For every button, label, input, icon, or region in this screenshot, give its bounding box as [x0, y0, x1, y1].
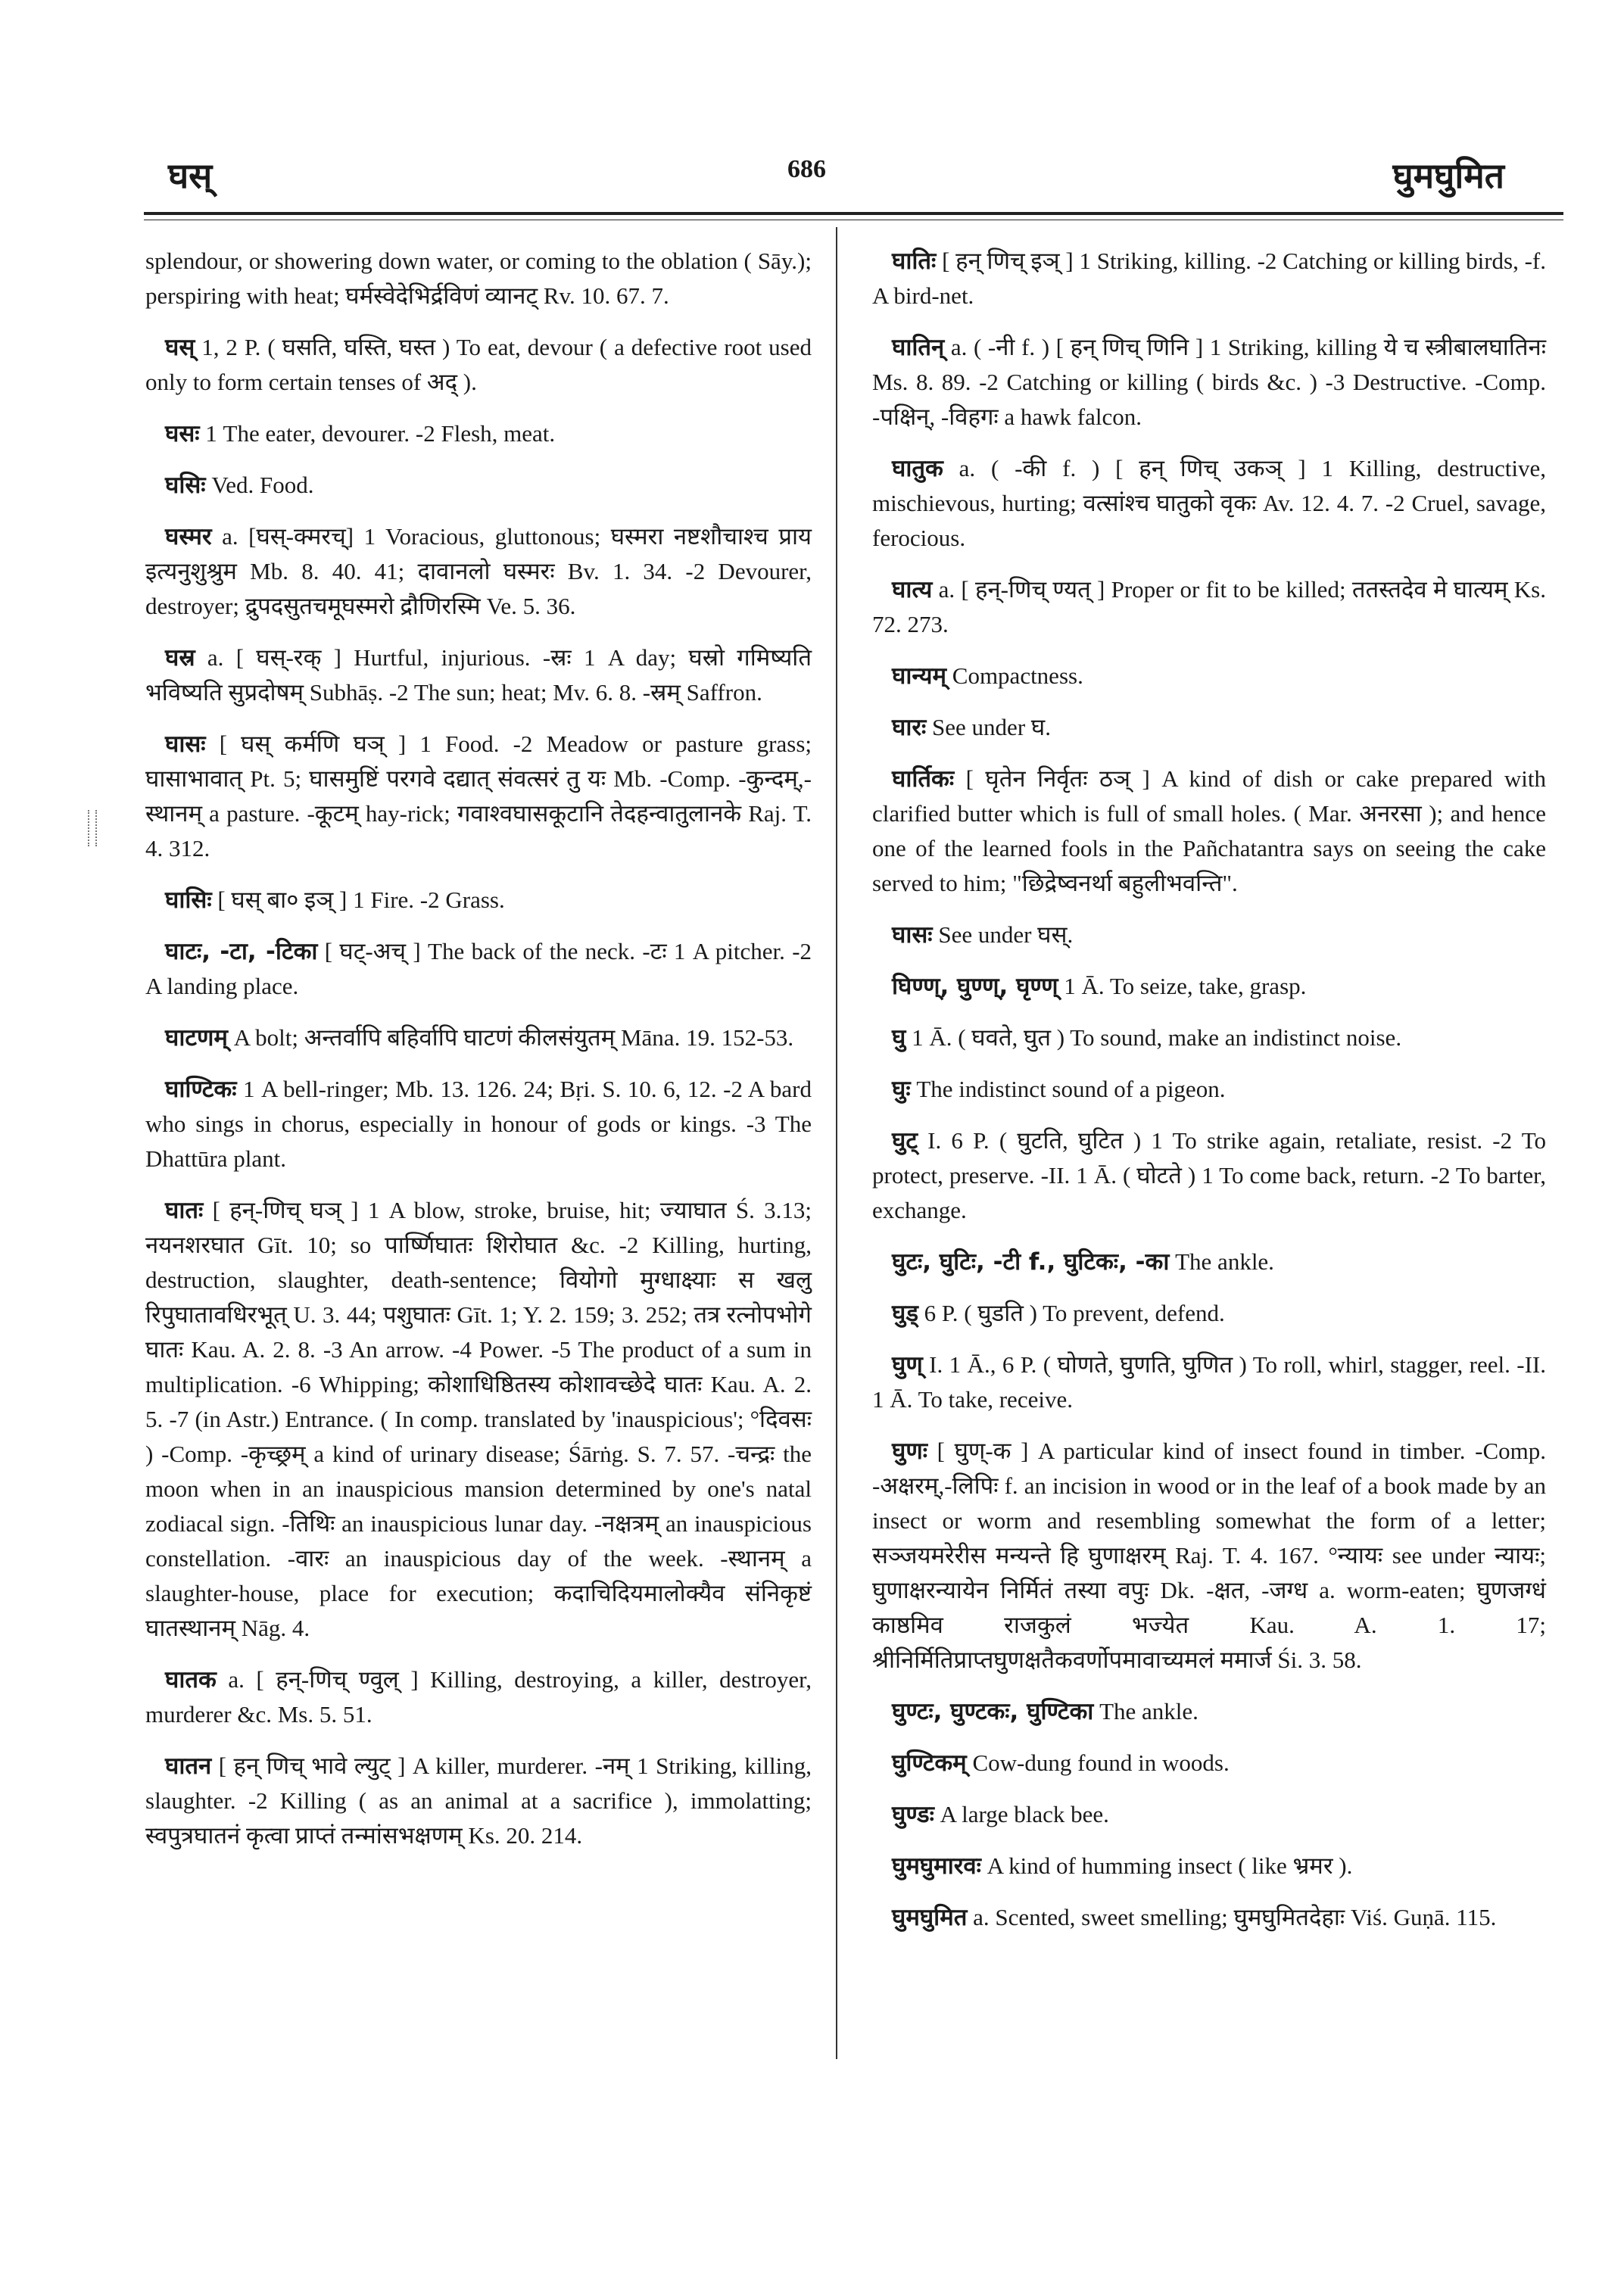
entry-definition: 6 P. ( घुडति ) To prevent, defend.	[924, 1300, 1225, 1326]
header-right-word: घुमघुमित	[1392, 155, 1504, 196]
header-left-word: घस्	[168, 155, 213, 196]
entry-headword: घातिः	[892, 248, 937, 275]
header-rule-thick	[144, 212, 1563, 215]
entry-headword: घात्य	[892, 576, 933, 603]
entry-headword: घातिन्	[892, 334, 945, 361]
entry-definition: Ved. Food.	[211, 472, 314, 498]
entry-headword: घस्	[165, 334, 195, 361]
entry-definition: The ankle.	[1099, 1698, 1199, 1724]
entry-headword: घस्मर	[165, 523, 212, 550]
entry-headword: घसिः	[165, 472, 206, 499]
dictionary-entry	[872, 1296, 1546, 1331]
entry-headword: घातुक	[892, 455, 943, 482]
dictionary-entry	[145, 1020, 812, 1055]
entry-definition: See under घ.	[932, 714, 1051, 740]
dictionary-entry	[145, 1072, 812, 1176]
entry-definition: [ हन् णिच् भावे ल्युट् ] A killer, murderer. -नम् 1 Striking, killing, slaughter. -2 Killing ( as an animal at a sacrifice ), immolatting; स्वपुत्रघातनं कृत्वा प्राप्तं तन्मांसभक्षणम् Ks. 20. 214.	[145, 1752, 812, 1849]
entry-headword: घारः	[892, 714, 927, 741]
entry-headword: घु	[892, 1024, 906, 1051]
entry-definition: [ घस् बा० इञ् ] 1 Fire. -2 Grass.	[217, 886, 505, 913]
entry-definition: Cow-dung found in woods.	[972, 1749, 1230, 1776]
entry-definition: a. Scented, sweet smelling; घुमघुमितदेहाः Viś. Guṇā. 115.	[973, 1904, 1497, 1930]
entry-definition: [ हन्-णिच् घञ् ] 1 A blow, stroke, bruise, hit; ज्याघात Ś. 3.13; नयनशरघात Gīt. 10; so पार्ष्णिघातः शिरोघात &c. -2 Killing, hurting, destruction, slaughter, death-sentence; वियोगो मुग्धाक्ष्याः स खलु रिपुघातावधिरभूत् U. 3. 44; पशुघातः Gīt. 1; Y. 2. 159; 3. 252; तत्र रत्नोपभोगे घातः Kau. A. 2. 8. -3 An arrow. -4 Power. -5 The product of a sum in multiplication. -6 Whipping; कोशाधिष्ठितस्य कोशावच्छेदे घातः Kau. A. 2. 5. -7 (in Astr.) Entrance. ( In comp. translated by 'inauspicious'; °दिवसः ) -Comp. -कृच्छ्रम् a kind of urinary disease; Śārṅg. S. 7. 57. -चन्द्रः the moon when in an inauspicious mansion determined by one's natal zodiacal sign. -तिथिः an inauspicious lunar day. -नक्षत्रम् an inauspicious constellation. -वारः an inauspicious day of the week. -स्थानम् a slaughter-house, place for execution; कदाचिदियमालोक्यैव संनिकृष्टं घातस्थानम् Nāg. 4.	[145, 1197, 812, 1641]
entry-definition: [ घस् कर्मणि घञ् ] 1 Food. -2 Meadow or pasture grass; घासाभावात् Pt. 5; घासमुष्टिं परगवे दद्यात् संवत्सरं तु यः Mb. -Comp. -कुन्दम्,-स्थानम् a pasture. -कूटम् hay-rick; गवाश्वघासकूटानि तेदहन्वातुलानके Raj. T. 4. 312.	[145, 731, 812, 861]
entry-headword: घासः	[892, 921, 933, 949]
dictionary-entry	[872, 244, 1546, 313]
column-divider	[836, 227, 837, 2059]
entry-headword: घार्तिकः	[892, 765, 955, 793]
left-column	[145, 244, 812, 1870]
entry-definition: 1, 2 P. ( घसति, घस्ति, घस्त ) To eat, devour ( a defective root used only to form certain tenses of अद् ).	[145, 334, 812, 395]
dictionary-entry	[872, 710, 1546, 745]
dictionary-entry	[872, 762, 1546, 901]
dictionary-entry	[145, 883, 812, 918]
dictionary-entry	[872, 1072, 1546, 1107]
dictionary-entry	[872, 1746, 1546, 1781]
margin-mark	[88, 810, 97, 846]
dictionary-entry	[145, 330, 812, 400]
entry-definition: A kind of humming insect ( like भ्रमर ).	[987, 1852, 1353, 1879]
entry-headword: घाण्टिकः	[165, 1076, 237, 1103]
entry-definition: a. ( -नी f. ) [ हन् णिच् णिनि ] 1 Striking, killing ये च स्त्रीबालघातिनः Ms. 8. 89. -2 Catching or killing ( birds &c. ) -3 Destructive. -Comp. -पक्षिन्, -विहगः a hawk falcon.	[872, 334, 1547, 430]
dictionary-entry	[145, 727, 812, 866]
entry-headword: घाटः, -टा, -टिका	[165, 938, 318, 965]
entry-headword: घुट्	[892, 1127, 918, 1154]
entry-headword: घस्र	[165, 644, 195, 671]
entry-headword: घुः	[892, 1076, 911, 1103]
dictionary-entry	[872, 1020, 1546, 1055]
entry-definition: The ankle.	[1175, 1248, 1274, 1275]
entry-headword: घाटणम्	[165, 1024, 228, 1051]
entry-definition: See under घस्.	[938, 921, 1074, 948]
dictionary-entry	[872, 1434, 1546, 1678]
entry-definition: 1 The eater, devourer. -2 Flesh, meat.	[205, 420, 556, 447]
dictionary-entry	[872, 1900, 1546, 1935]
dictionary-entry	[872, 969, 1546, 1004]
dictionary-entry	[145, 934, 812, 1004]
right-column	[872, 244, 1546, 1952]
entry-headword: घातक	[165, 1666, 217, 1693]
entry-headword: घिण्ण्, घुण्ण्, घृण्ण्	[892, 973, 1058, 1000]
entry-definition: a. ( -की f. ) [ हन् णिच् उकञ् ] 1 Killing, destructive, mischievous, hurting; वत्सांश्च घातुको वृकः Av. 12. 4. 7. -2 Cruel, savage, ferocious.	[872, 455, 1547, 551]
entry-definition: a. [ घस्-रक् ] Hurtful, injurious. -स्रः 1 A day; घस्रो गमिष्यति भविष्यति सुप्रदोषम् Subhāṣ. -2 The sun; heat; Mv. 6. 8. -स्रम् Saffron.	[145, 644, 812, 706]
entry-definition: 1 A bell-ringer; Mb. 13. 126. 24; Bṛi. S. 10. 6, 12. -2 A bard who sings in chorus, especially in honour of gods or kings. -3 The Dhattūra plant.	[145, 1076, 812, 1172]
entry-headword: घुण्	[892, 1351, 923, 1379]
dictionary-entry	[145, 640, 812, 710]
entry-definition: 1 Ā. ( घवते, घुत ) To sound, make an indistinct noise.	[912, 1024, 1402, 1051]
dictionary-entry	[872, 659, 1546, 693]
entry-definition: A bolt; अन्तर्वापि बहिर्वापि घाटणं कीलसंयुतम् Māna. 19. 152-53.	[233, 1024, 794, 1051]
entry-headword: घुणः	[892, 1438, 927, 1465]
entry-definition: splendour, or showering down water, or coming to the oblation ( Sāy.); perspiring with heat; घर्मस्वेदेभिर्द्रविणं व्यानट् Rv. 10. 67. 7.	[145, 248, 812, 309]
entry-definition: I. 6 P. ( घुटति, घुटित ) 1 To strike again, retaliate, resist. -2 To protect, preserve. -II. 1 Ā. ( घोटते ) 1 To come back, return. -2 To barter, exchange.	[872, 1127, 1547, 1223]
dictionary-entry	[145, 1662, 812, 1732]
dictionary-entry	[145, 1193, 812, 1646]
entry-definition: a. [ हन्-णिच् ण्यत् ] Proper or fit to be killed; ततस्तदेव मे घात्यम् Ks. 72. 273.	[872, 576, 1546, 637]
entry-headword: घुमघुमित	[892, 1904, 968, 1931]
entry-definition: A large black bee.	[940, 1801, 1109, 1827]
dictionary-entry	[872, 330, 1546, 435]
entry-headword: घातन	[165, 1752, 212, 1780]
entry-headword: घुटः, घुटिः, -टी f., घुटिकः, -का	[892, 1248, 1170, 1276]
entry-headword: घुण्टिकम्	[892, 1749, 967, 1777]
entry-definition: Compactness.	[952, 662, 1083, 689]
dictionary-entry	[145, 1749, 812, 1853]
dictionary-entry	[872, 451, 1546, 556]
dictionary-entry	[872, 1797, 1546, 1832]
dictionary-entry	[872, 918, 1546, 952]
entry-headword: घुमघुमारवः	[892, 1852, 981, 1880]
entry-definition: 1 Ā. To seize, take, grasp.	[1064, 973, 1307, 999]
entry-headword: घुड्	[892, 1300, 918, 1327]
dictionary-entry	[145, 416, 812, 451]
entry-definition: [ हन् णिच् इञ् ] 1 Striking, killing. -2 Catching or killing birds, -f. A bird-net.	[872, 248, 1546, 309]
entry-headword: घुण्डः	[892, 1801, 934, 1828]
dictionary-entry	[872, 1245, 1546, 1279]
entry-definition: I. 1 Ā., 6 P. ( घोणते, घुणति, घुणित ) To roll, whirl, stagger, reel. -II. 1 Ā. To take, receive.	[872, 1351, 1547, 1413]
dictionary-entry	[872, 1849, 1546, 1883]
dictionary-entry	[872, 1347, 1546, 1417]
entry-definition: [ घट्-अच् ] The back of the neck. -टः 1 A pitcher. -2 A landing place.	[145, 938, 812, 999]
entry-headword: घसः	[165, 420, 200, 447]
entry-headword: घासः	[165, 731, 206, 758]
entry-definition: [ घुण्-क ] A particular kind of insect found in timber. -Comp. -अक्षरम्,-लिपिः f. an incision in wood or in the leaf of a book made by an insect or worm and resembling somewhat the form of a letter; सञ्जयमरेरीस मन्यन्ते हि घुणाक्षरम् Raj. T. 4. 167. °न्यायः see under न्यायः; घुणाक्षरन्यायेन निर्मितं तस्या वपुः Dk. -क्षत, -जग्ध a. worm-eaten; घुणजग्धं काष्ठमिव राजकुलं भज्येत Kau. A. 1. 17; श्रीनिर्मितिप्राप्तघुणक्षतैकवर्णोपमावाच्यमलं ममार्ज Śi. 3. 58.	[872, 1438, 1546, 1673]
dictionary-entry	[872, 1123, 1546, 1228]
dictionary-entry	[145, 519, 812, 624]
entry-definition: The indistinct sound of a pigeon.	[916, 1076, 1226, 1102]
dictionary-entry	[145, 244, 812, 313]
dictionary-entry	[145, 468, 812, 503]
entry-headword: घातः	[165, 1197, 204, 1224]
dictionary-entry	[872, 1694, 1546, 1729]
dictionary-entry	[872, 572, 1546, 642]
entry-headword: घासिः	[165, 886, 212, 914]
entry-definition: a. [घस्-क्मरच्] 1 Voracious, gluttonous; घस्मरा नष्टशौचाश्च प्राय इत्यनुशुश्रुम Mb. 8. 40. 41; दावानलो घस्मरः Bv. 1. 34. -2 Devourer, destroyer; द्रुपदसुतचमूघस्मरो द्रौणिरस्मि Ve. 5. 36.	[145, 523, 812, 619]
entry-headword: घुण्टः, घुण्टकः, घुण्टिका	[892, 1698, 1094, 1725]
entry-headword: घान्यम्	[892, 662, 947, 690]
entry-definition: a. [ हन्-णिच् ण्वुल् ] Killing, destroying, a killer, destroyer, murderer &c. Ms. 5. 51.	[145, 1666, 812, 1728]
entry-definition: [ घृतेन निर्वृतः ठञ् ] A kind of dish or cake prepared with clarified butter which is full of small holes. ( Mar. अनरसा ); and hence one of the learned fools in the Pañchatantra says on seeing the cake served to him; "छिद्रेष्वनर्था बहुलीभवन्ति".	[872, 765, 1547, 896]
page-number: 686	[787, 155, 826, 183]
